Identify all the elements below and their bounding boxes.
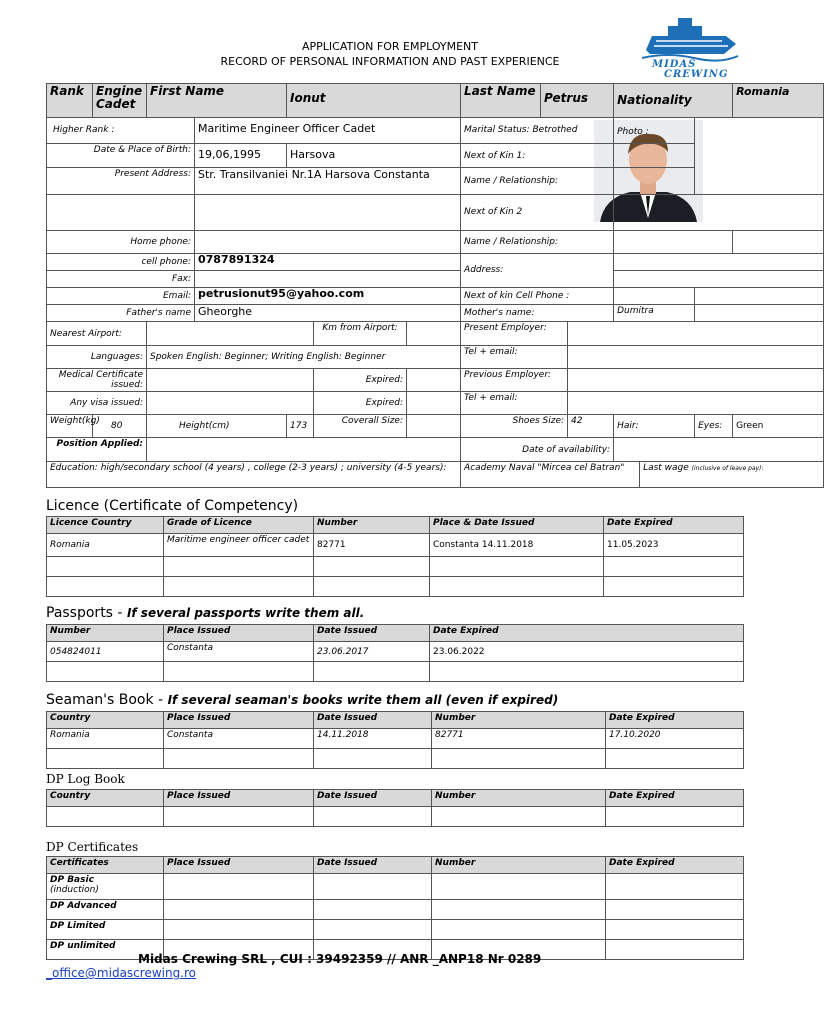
visa-value[interactable] (147, 392, 314, 415)
dp-log-book-title: DP Log Book (46, 772, 125, 786)
nearest-airport-label: Nearest Airport: (47, 322, 147, 346)
photo-label: Photo : (614, 118, 695, 144)
address-value[interactable]: Str. Transilvaniei Nr.1A Harsova Constanta (195, 168, 461, 195)
passport-cell[interactable]: 23.06.2017 (314, 642, 430, 662)
medical-expired-value[interactable] (407, 369, 461, 392)
position-applied-label: Position Applied: (47, 438, 147, 462)
licence-col-country: Licence Country (47, 517, 164, 534)
passport-cell[interactable] (47, 662, 164, 682)
name-relationship-label-2: Name / Relationship: (461, 231, 614, 254)
present-employer-label: Present Employer: (461, 322, 568, 346)
eyes-value[interactable]: Green (733, 415, 824, 438)
licence-table (46, 516, 744, 597)
licence-section-title: Licence (Certificate of Competency) (46, 498, 299, 514)
licence-cell[interactable] (314, 557, 430, 577)
nationality-label: Nationality (614, 84, 733, 118)
dpcert-advanced: DP Advanced (47, 900, 164, 920)
dplog-col-country: Country (47, 790, 164, 807)
photo-cell (695, 118, 824, 195)
licence-col-grade: Grade of Licence (164, 517, 314, 534)
seamans-book-section-title: Seaman's Book - If several seaman's books write them all (even if expired) (46, 692, 559, 708)
km-from-airport-label: Km from Airport: (314, 322, 407, 346)
name-relationship-extra[interactable] (733, 231, 824, 254)
present-employer-value[interactable] (568, 322, 824, 346)
passport-col-place: Place Issued (164, 625, 314, 642)
rank-value[interactable]: Engine Cadet (93, 84, 147, 118)
dp-certificates-table (46, 856, 744, 960)
next-of-kin1-label: Next of Kin 1: (461, 144, 614, 168)
licence-cell[interactable] (47, 557, 164, 577)
last-name-value[interactable]: Petrus (541, 84, 614, 118)
kin-cell-value[interactable] (614, 288, 695, 305)
seamans-cell[interactable] (432, 749, 606, 769)
form-subtitle: RECORD OF PERSONAL INFORMATION AND PAST EXPERIENCE (220, 55, 560, 68)
licence-cell[interactable] (314, 577, 430, 597)
seamans-cell[interactable]: 17.10.2020 (606, 729, 744, 749)
home-phone-value[interactable] (195, 231, 461, 254)
licence-cell[interactable] (47, 577, 164, 597)
next-of-kin1-value[interactable] (614, 144, 695, 168)
seamans-cell[interactable]: 14.11.2018 (314, 729, 432, 749)
passport-cell[interactable] (164, 662, 314, 682)
mother-name-label: Mother's name: (461, 305, 614, 322)
languages-label: Languages: (47, 346, 147, 369)
rank-label: Rank (47, 84, 93, 118)
first-name-label: First Name (147, 84, 287, 118)
visa-expired-label: Expired: (314, 392, 407, 415)
dp-certificates-title: DP Certificates (46, 840, 139, 854)
dob-value[interactable]: 19,06,1995 (195, 144, 287, 168)
passport-cell[interactable]: Constanta (164, 642, 314, 662)
licence-col-number: Number (314, 517, 430, 534)
address-extra[interactable] (47, 195, 195, 231)
availability-label: Date of availability: (461, 438, 614, 462)
name-relationship-value-1[interactable] (614, 168, 695, 195)
medical-certificate-value[interactable] (147, 369, 314, 392)
mother-name-extra[interactable] (695, 305, 824, 322)
licence-cell[interactable] (164, 577, 314, 597)
last-name-label: Last Name (461, 84, 541, 118)
weight-label: Weight(kg) (47, 415, 93, 438)
dplog-cell[interactable] (606, 807, 744, 827)
licence-cell[interactable] (430, 577, 604, 597)
dpcert-cell[interactable] (606, 920, 744, 940)
dpcert-col-date-expired: Date Expired (606, 857, 744, 874)
shoes-size-label: Shoes Size: (461, 415, 568, 438)
dpcert-cell[interactable] (314, 874, 432, 900)
email-label: Email: (47, 288, 195, 305)
education-label: Education: high/secondary school (4 years) , college (2-3 years) ; university (4-5 years): (47, 462, 461, 488)
personal-info-table (46, 83, 824, 488)
academy-value[interactable]: Academy Naval "Mircea cel Batran" (461, 462, 640, 488)
kin-address-value-1[interactable] (614, 254, 824, 271)
footer-company: Midas Crewing SRL , CUI : 39492359 // ANR _ANP18 Nr 0289 (138, 952, 542, 966)
dpcert-cell[interactable] (432, 900, 606, 920)
seamans-cell[interactable] (164, 749, 314, 769)
dplog-cell[interactable] (47, 807, 164, 827)
fax-label: Fax: (47, 271, 195, 288)
hair-label: Hair: (614, 415, 695, 438)
dpcert-basic: DP Basic (induction) (47, 874, 164, 900)
seamans-cell[interactable]: Romania (47, 729, 164, 749)
passport-cell[interactable] (314, 662, 430, 682)
kin-address-value-2[interactable] (614, 271, 824, 288)
licence-col-expired: Date Expired (604, 517, 744, 534)
previous-employer-value[interactable] (568, 369, 824, 392)
dpcert-col-date-issued: Date Issued (314, 857, 432, 874)
cell-phone-label: cell phone: (47, 254, 195, 271)
passport-cell[interactable]: 054824011 (47, 642, 164, 662)
languages-value[interactable]: Spoken English: Beginner; Writing English: Beginner (147, 346, 461, 369)
form-title: APPLICATION FOR EMPLOYMENT (302, 40, 478, 53)
dpcert-col-place: Place Issued (164, 857, 314, 874)
name-relationship-value-2[interactable] (614, 231, 733, 254)
seamans-col-place: Place Issued (164, 712, 314, 729)
birth-place-value[interactable]: Harsova (287, 144, 461, 168)
licence-cell[interactable]: Maritime engineer officer cadet (164, 534, 314, 557)
coverall-size-label: Coverall Size: (314, 415, 407, 438)
address-extra-value[interactable] (195, 195, 461, 231)
height-label: Height(cm) (147, 415, 287, 438)
dplog-cell[interactable] (314, 807, 432, 827)
dpcert-cell[interactable] (606, 874, 744, 900)
tel-email-label-1: Tel + email: (461, 346, 568, 369)
seamans-cell[interactable]: Constanta (164, 729, 314, 749)
dpcert-unlimited: DP unlimited (47, 940, 164, 960)
passports-table (46, 624, 744, 682)
dplog-col-date-issued: Date Issued (314, 790, 432, 807)
licence-cell[interactable]: Constanta 14.11.2018 (430, 534, 604, 557)
weight-value[interactable]: 80 (93, 415, 147, 438)
visa-label: Any visa issued: (47, 392, 147, 415)
dpcert-cell[interactable] (164, 900, 314, 920)
medical-certificate-label: Medical Certificate issued: (47, 369, 147, 392)
next-of-kin2-value[interactable] (614, 195, 824, 231)
shoes-size-value[interactable]: 42 (568, 415, 614, 438)
passport-col-number: Number (47, 625, 164, 642)
home-phone-label: Home phone: (47, 231, 195, 254)
tel-email-value-2[interactable] (568, 392, 824, 415)
name-relationship-label-1: Name / Relationship: (461, 168, 614, 195)
passport-col-date-issued: Date Issued (314, 625, 430, 642)
dpcert-cell[interactable] (314, 900, 432, 920)
dpcert-cell[interactable] (314, 920, 432, 940)
licence-cell[interactable] (430, 557, 604, 577)
seamans-cell[interactable] (314, 749, 432, 769)
dpcert-cell[interactable] (606, 940, 744, 960)
seamans-col-date-issued: Date Issued (314, 712, 432, 729)
seamans-cell[interactable]: 82771 (432, 729, 606, 749)
address-label: Present Address: (47, 168, 195, 195)
father-name-value[interactable]: Gheorghe (195, 305, 461, 322)
seamans-col-date-expired: Date Expired (606, 712, 744, 729)
position-applied-value[interactable] (147, 438, 461, 462)
seamans-cell[interactable] (606, 749, 744, 769)
seamans-col-country: Country (47, 712, 164, 729)
dpcert-cell[interactable] (432, 874, 606, 900)
email-value[interactable]: petrusionut95@yahoo.com (195, 288, 461, 305)
kin-cell-extra[interactable] (695, 288, 824, 305)
dpcert-cell[interactable] (164, 920, 314, 940)
medical-expired-label: Expired: (314, 369, 407, 392)
licence-cell[interactable]: Romania (47, 534, 164, 557)
licence-cell[interactable] (164, 557, 314, 577)
passport-cell[interactable] (430, 662, 744, 682)
dpcert-cell[interactable] (432, 920, 606, 940)
dpcert-col-certificates: Certificates (47, 857, 164, 874)
seamans-col-number: Number (432, 712, 606, 729)
first-name-value[interactable]: Ionut (287, 84, 461, 118)
nearest-airport-value[interactable] (147, 322, 314, 346)
licence-col-place-date: Place & Date Issued (430, 517, 604, 534)
nationality-value[interactable]: Romania (733, 84, 824, 118)
last-wage-cell[interactable]: Last wage (inclusive of leave pay): (640, 462, 824, 488)
licence-cell[interactable]: 82771 (314, 534, 430, 557)
next-of-kin2-label: Next of Kin 2 (461, 195, 614, 231)
cell-phone-value[interactable]: 0787891324 (195, 254, 461, 271)
previous-employer-label: Previous Employer: (461, 369, 568, 392)
higher-rank-label: Higher Rank : (47, 118, 195, 144)
eyes-label: Eyes: (695, 415, 733, 438)
footer-email-link[interactable]: _office@midascrewing.ro (46, 966, 197, 980)
km-from-airport-value[interactable] (407, 322, 461, 346)
seamans-cell[interactable] (47, 749, 164, 769)
fax-value[interactable] (195, 271, 461, 288)
higher-rank-value[interactable]: Maritime Engineer Officer Cadet (195, 118, 461, 144)
dpcert-cell[interactable] (164, 874, 314, 900)
licence-cell[interactable] (604, 577, 744, 597)
dplog-cell[interactable] (164, 807, 314, 827)
availability-value[interactable] (614, 438, 824, 462)
licence-cell[interactable] (604, 557, 744, 577)
dplog-col-place: Place Issued (164, 790, 314, 807)
mother-name-value[interactable]: Dumitra (614, 305, 695, 322)
marital-status[interactable]: Marital Status: Betrothed (461, 118, 614, 144)
seamans-book-table (46, 711, 744, 769)
coverall-size-value[interactable] (407, 415, 461, 438)
dp-log-book-table (46, 789, 744, 827)
dob-label: Date & Place of Birth: (47, 144, 195, 168)
passports-section-title: Passports - If several passports write them all. (46, 605, 365, 621)
height-value[interactable]: 173 (287, 415, 314, 438)
dpcert-col-number: Number (432, 857, 606, 874)
father-name-label: Father's name (47, 305, 195, 322)
dplog-col-date-expired: Date Expired (606, 790, 744, 807)
passport-col-date-expired: Date Expired (430, 625, 744, 642)
passport-cell[interactable]: 23.06.2022 (430, 642, 744, 662)
licence-cell[interactable]: 11.05.2023 (604, 534, 744, 557)
dpcert-cell[interactable] (606, 900, 744, 920)
dplog-col-number: Number (432, 790, 606, 807)
kin-address-label: Address: (461, 254, 614, 288)
visa-expired-value[interactable] (407, 392, 461, 415)
tel-email-value-1[interactable] (568, 346, 824, 369)
tel-email-label-2: Tel + email: (461, 392, 568, 415)
dpcert-limited: DP Limited (47, 920, 164, 940)
dplog-cell[interactable] (432, 807, 606, 827)
logo-text: MIDAS CREWING (652, 59, 729, 80)
kin-cell-label: Next of kin Cell Phone : (461, 288, 614, 305)
